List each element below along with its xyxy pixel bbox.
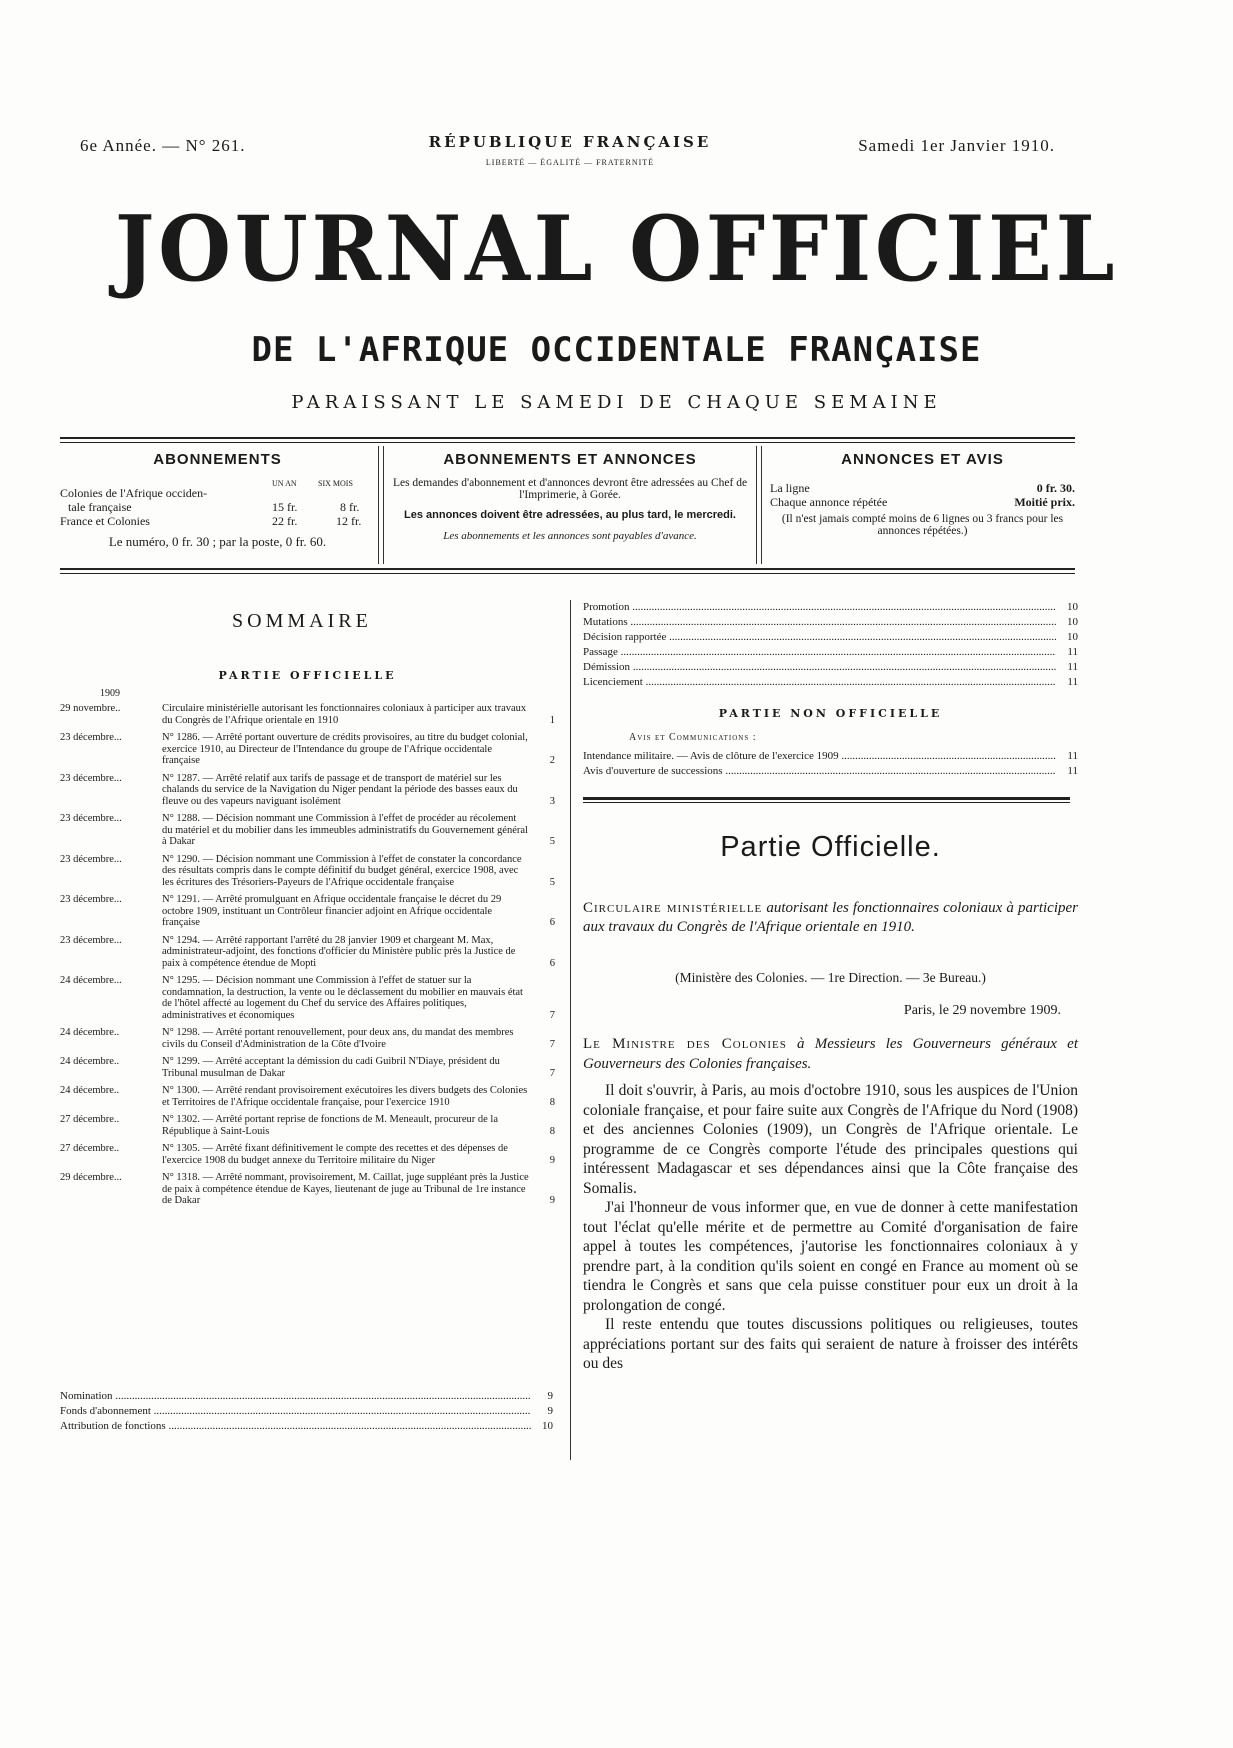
toc-line-page: 9: [547, 1405, 553, 1417]
article-heading-subject: autorisant les fonctionnaires coloniaux à participer aux travaux du Congrès de l'Afrique orientale en 1910.: [583, 900, 1078, 935]
toc-page: 9: [549, 1195, 555, 1206]
row2-year: 22 fr.: [272, 514, 298, 528]
toc-line-label: Licenciement .....: [583, 675, 1056, 690]
ministry-line: (Ministère des Colonies. — 1re Direction. — 3e Bureau.): [675, 970, 986, 985]
subscription-address: Les demandes d'abonnement et d'annonces devront être adressées au Chef de l'Imprimerie, à Gorée.: [392, 477, 748, 501]
toc-date: 23 décembre...: [60, 894, 122, 905]
toc-line-page: 10: [1067, 601, 1078, 613]
issue-date: Samedi 1er Janvier 1910.: [858, 136, 1055, 155]
toc-date: 23 décembre...: [60, 853, 122, 865]
toc-line: [60, 1389, 553, 1404]
toc-text: N° 1291. — Arrêté promulguant en Afrique occidentale française le décret du 29 octobre 1909, instituant un Contrôleur financier adjoint en Afrique occidentale française: [162, 894, 502, 928]
deadline-note: Les annonces doivent être adressées, au plus tard, le mercredi.: [404, 509, 736, 521]
toc-text: N° 1305. — Arrêté fixant définitivement le compte des recettes et des dépenses de l'exercice 1908 du budget annexe du Territoire militaire du Niger: [162, 1143, 508, 1166]
toc-text: N° 1300. — Arrêté rendant provisoirement exécutoires les divers budgets des Colonies et Territoires de l'Afrique occidentale française, pour l'exercice 1910: [162, 1085, 528, 1108]
toc-line-page: 9: [547, 1390, 553, 1402]
sommaire-year: 1909: [100, 688, 120, 699]
article-heading: [583, 899, 1078, 937]
toc-date: 24 décembre..: [60, 1085, 120, 1096]
toc-date: 29 décembre...: [60, 1172, 122, 1183]
toc-line-page: 10: [1067, 616, 1078, 628]
address-sender: Le Ministre des Colonies: [583, 1036, 787, 1052]
issue-number: 6e Année. — N° 261.: [80, 136, 246, 155]
toc-entry: [60, 1114, 555, 1137]
toc-page: 3: [549, 795, 555, 807]
toc-line: [583, 630, 1078, 645]
avis-heading: [583, 732, 1078, 743]
toc-page: 8: [549, 1096, 555, 1108]
article-rule: [583, 797, 1070, 803]
toc-date: 27 décembre..: [60, 1143, 120, 1154]
toc-line-page: 11: [1067, 661, 1078, 673]
toc-line: [60, 1419, 553, 1434]
toc-entry: [60, 894, 555, 929]
toc-line-label: Mutations .....: [583, 615, 1056, 630]
article-body: [583, 1081, 1078, 1374]
toc-page: 8: [549, 1125, 555, 1137]
partie-non-officielle-label: PARTIE NON OFFICIELLE: [718, 707, 943, 720]
toc-line: [583, 600, 1078, 615]
boxes-bottom-rule: [60, 568, 1075, 574]
toc-line-page: 11: [1067, 646, 1078, 658]
toc-text: N° 1294. — Arrêté rapportant l'arrêté du 28 janvier 1909 et chargeant M. Max, administrateur-adjoint, des fonctions d'officier du Ministère public près la Justice de paix à compétence étendue de Mopti: [162, 934, 516, 969]
article-paragraph: J'ai l'honneur de vous informer que, en vue de donner à cette manifestation tout l'éclat qu'elle mérite et de permettre au Comité d'organisation de faire appel à toutes les compétences, j'autorise les fonctionnaires coloniaux à y prendre part, à la condition qu'ils soient en congé en France au moment où se tiendra le Congrès et sans que cela puisse constituer pour eux un droit à la prolongation de congé.: [583, 1199, 1078, 1314]
row2-six: 12 fr.: [336, 514, 362, 528]
avis-list: [583, 749, 1078, 779]
motto: LIBERTÉ — ÉGALITÉ — FRATERNITÉ: [485, 158, 655, 167]
toc-date: 29 novembre..: [60, 703, 121, 714]
repeat-rate-label: Chaque annonce répétée: [770, 495, 888, 509]
line-rate-label: La ligne: [770, 481, 810, 495]
toc-text: Circulaire ministérielle autorisant les fonctionnaires coloniaux à participer aux travaux du Congrès de l'Afrique orientale en 1910: [162, 703, 527, 726]
row1-six: 8 fr.: [340, 500, 360, 514]
toc-entry: [60, 975, 555, 1021]
toc-date: 27 décembre..: [60, 1114, 120, 1125]
minimum-note: (Il n'est jamais compté moins de 6 lignes ou 3 francs pour les annonces répétées.): [781, 513, 1064, 537]
toc-line-label: Avis d'ouverture de successions .....: [583, 764, 1056, 779]
toc-line-label: Intendance militaire. — Avis de clôture de l'exercice 1909 .....: [583, 749, 1056, 764]
toc-line: [583, 764, 1078, 779]
row1-label-b: tale française: [68, 500, 132, 514]
toc-page: 7: [549, 1038, 555, 1050]
repeat-rate-price: Moitié prix.: [1014, 495, 1075, 509]
line-rate-price: 0 fr. 30.: [1036, 481, 1075, 495]
top-rule: [60, 437, 1075, 443]
toc-line-page: 11: [1067, 750, 1078, 762]
toc-entry: [60, 773, 555, 808]
toc-line-page: 10: [1067, 631, 1078, 643]
toc-entry: [60, 1027, 555, 1050]
toc-text: N° 1299. — Arrêté acceptant la démission du cadi Guibril N'Diaye, président du Tribunal musulman de Dakar: [162, 1056, 500, 1079]
toc-line-page: 10: [542, 1420, 553, 1432]
box-annonces-avis: [770, 445, 1075, 565]
toc-date: 23 décembre...: [60, 732, 122, 743]
toc-line-label: Démission .....: [583, 660, 1056, 675]
article-heading-type: Circulaire ministérielle: [583, 900, 763, 916]
box-heading: ANNONCES ET AVIS: [841, 451, 1004, 468]
row1-label: Colonies de l'Afrique occiden-: [60, 486, 208, 500]
row2-label: France et Colonies: [60, 514, 150, 528]
col-six-months: SIX MOIS: [318, 479, 353, 488]
toc-line-label: Décision rapportée .....: [583, 630, 1056, 645]
box-abonnements-annonces: [390, 445, 750, 565]
box-abonnements: [60, 445, 375, 565]
toc-date: 24 décembre...: [60, 975, 122, 986]
toc-entry: [60, 1172, 555, 1207]
toc-line-label: Promotion .....: [583, 600, 1056, 615]
toc-page: 5: [549, 836, 555, 847]
toc-line-page: 11: [1067, 676, 1078, 688]
numero-price: Le numéro, 0 fr. 30 ; par la poste, 0 fr. 60.: [108, 534, 327, 549]
toc-line-label: Passage .....: [583, 645, 1056, 660]
toc-entry: [60, 935, 555, 970]
section-title: Partie Officielle.: [720, 831, 941, 863]
journal-subtitle: DE L'AFRIQUE OCCIDENTALE FRANÇAISE: [251, 330, 982, 370]
toc-line: [583, 749, 1078, 764]
toc-line: [583, 675, 1078, 690]
avis-heading-text: Avis et Communications :: [629, 732, 757, 743]
toc-text: N° 1288. — Décision nommant une Commission à l'effet de procéder au récolement du matériel et du mobilier dans les immeubles administratifs du Gouvernement général à Dakar: [162, 813, 528, 847]
toc-line: [60, 1404, 553, 1419]
publication-frequency: PARAISSANT LE SAMEDI DE CHAQUE SEMAINE: [291, 392, 942, 413]
toc-text: N° 1290. — Décision nommant une Commission à l'effet de constater la concordance des résultats compris dans le compte définitif du budget général, exercice 1908, avec les écritures des Trésoriers-Payeurs de l'Afrique occidentale française: [162, 853, 522, 888]
box-divider: [378, 446, 384, 564]
toc-entry: [60, 1056, 555, 1079]
toc-page: 7: [549, 1067, 555, 1079]
toc-page: 7: [549, 1009, 555, 1021]
toc-line-page: 11: [1067, 765, 1078, 777]
row1-year: 15 fr.: [272, 500, 298, 514]
toc-text: N° 1298. — Arrêté portant renouvellement, pour deux ans, du mandat des membres civils du Conseil d'Administration de la Côte d'Ivoire: [162, 1027, 514, 1050]
column-divider: [570, 600, 571, 1460]
journal-title: JOURNAL OFFICIEL: [114, 196, 1119, 302]
payment-note: Les abonnements et les annonces sont payables d'avance.: [443, 530, 697, 542]
sommaire-title: SOMMAIRE: [232, 610, 372, 632]
toc-line-label: Attribution de fonctions .....: [60, 1419, 531, 1434]
toc-entry: [60, 1143, 555, 1166]
address-recipients: à Messieurs les Gouverneurs généraux et Gouverneurs des Colonies françaises.: [583, 1036, 1078, 1072]
box-heading: ABONNEMENTS: [153, 451, 282, 468]
toc-page: 9: [549, 1154, 555, 1166]
toc-text: N° 1302. — Arrêté portant reprise de fonctions de M. Meneault, procureur de la République à Saint-Louis: [162, 1114, 499, 1137]
toc-text: N° 1286. — Arrêté portant ouverture de crédits provisoires, au titre du budget colonial, exercice 1910, au Directeur de l'Intendance du groupe de l'Afrique occidentale française: [162, 732, 528, 766]
box-divider: [756, 446, 762, 564]
sommaire-tail-right: [583, 600, 1078, 690]
article-paragraph: Il doit s'ouvrir, à Paris, au mois d'octobre 1910, sous les auspices de l'Union coloniale française, et pour faire suite aux Congrès de l'Afrique du Nord (1908) et des anciennes Colonies (1909), un Congrès de l'Afrique orientale. Le programme de ce Congrès comporte l'étude des principales questions qui intéressent Madagascar et ses dépendances ainsi que la Côte française des Somalis.: [583, 1082, 1078, 1197]
toc-date: 23 décembre...: [60, 813, 122, 824]
toc-line: [583, 645, 1078, 660]
toc-entry: [60, 854, 555, 889]
toc-line: [583, 660, 1078, 675]
toc-page: 2: [549, 755, 555, 766]
place-date: Paris, le 29 novembre 1909.: [903, 1003, 1061, 1018]
toc-date: 24 décembre..: [60, 1027, 120, 1038]
toc-date: 23 décembre...: [60, 772, 122, 784]
sommaire-tail-left: [60, 1389, 553, 1434]
toc-page: 5: [549, 876, 555, 888]
box-heading: ABONNEMENTS ET ANNONCES: [443, 451, 697, 468]
toc-entry: [60, 813, 555, 848]
republic-label: RÉPUBLIQUE FRANÇAISE: [428, 133, 712, 151]
toc-text: N° 1295. — Décision nommant une Commission à l'effet de statuer sur la condamnation, la destruction, la vente ou le déclassement du mobilier en mauvais état de l'hôtel affecté au logement du Chef du service des Affaires politiques, administratives et économiques: [162, 975, 523, 1021]
toc-text: N° 1318. — Arrêté nommant, provisoirement, M. Caillat, juge suppléant près la Justice de paix à compétence étendue de Kayes, lieutenant de juge au Tribunal de 1re instance de Dakar: [162, 1172, 529, 1206]
sommaire-list: [60, 703, 555, 1213]
article-paragraph: Il reste entendu que toutes discussions politiques ou religieuses, toutes appréciations portant sur des faits qui seraient de nature à froisser des intérêts ou des: [583, 1316, 1078, 1372]
toc-page: 6: [549, 957, 555, 969]
col-year: UN AN: [272, 479, 297, 488]
toc-page: 6: [549, 917, 555, 928]
toc-entry: [60, 1085, 555, 1108]
toc-text: N° 1287. — Arrêté relatif aux tarifs de passage et de transport de matériel sur les chalands du service de la Navigation du Niger pendant la période des basses eaux du fleuve ou des vapeurs naviguant isolément: [162, 772, 518, 807]
address-line: [583, 1035, 1078, 1074]
partie-officielle-label: PARTIE OFFICIELLE: [218, 669, 397, 682]
toc-entry: [60, 732, 555, 767]
toc-date: 24 décembre..: [60, 1056, 120, 1067]
toc-page: 1: [549, 714, 555, 726]
toc-line: [583, 615, 1078, 630]
toc-date: 23 décembre...: [60, 934, 122, 946]
toc-line-label: Fonds d'abonnement .....: [60, 1404, 531, 1419]
toc-line-label: Nomination .....: [60, 1389, 531, 1404]
toc-entry: [60, 703, 555, 726]
